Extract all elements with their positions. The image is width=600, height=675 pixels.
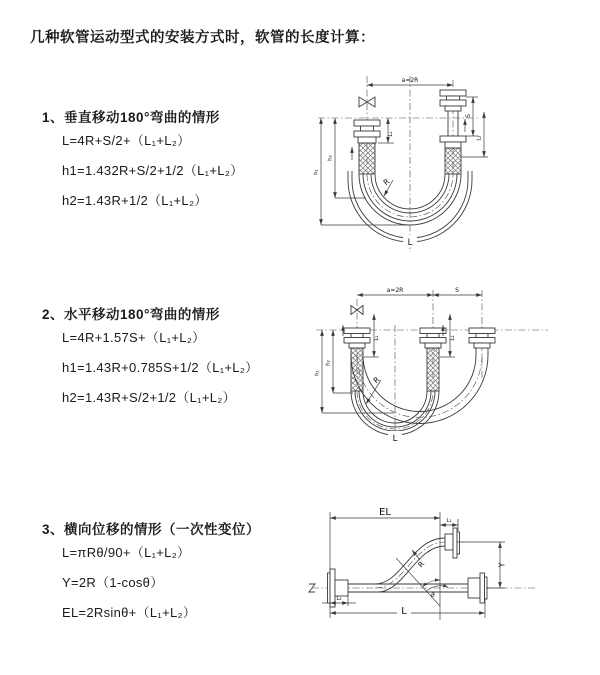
dim-theta-label: θ bbox=[431, 592, 435, 599]
formula-3-y: Y=2R（1-cosθ） bbox=[62, 575, 164, 590]
length-callout bbox=[388, 431, 402, 444]
lower-right-fitting bbox=[468, 573, 487, 603]
section-1-formulas bbox=[62, 126, 243, 216]
section-1-heading: 1、垂直移动180°弯曲的情形 bbox=[42, 110, 220, 125]
dim-l2 bbox=[440, 314, 456, 357]
length-callout bbox=[403, 235, 417, 248]
diagram-vertical-180-svg bbox=[308, 68, 558, 258]
middle-fitting bbox=[420, 328, 446, 391]
diagram-horizontal-180 bbox=[308, 283, 568, 458]
dim-l1 bbox=[364, 314, 380, 357]
dim-h1-label: h₁ bbox=[313, 169, 320, 175]
diagram-horizontal-180-svg bbox=[308, 283, 568, 458]
radius-label: R bbox=[381, 176, 392, 188]
dim-s-label: S bbox=[455, 287, 459, 294]
dim-l2-label: L₂ bbox=[450, 335, 456, 341]
formula-1-l: L=4R+S/2+（L₁+L₂） bbox=[62, 133, 191, 148]
length-label: L bbox=[401, 606, 407, 617]
formula-2-h1: h1=1.43R+0.785S+1/2（L₁+L₂） bbox=[62, 360, 259, 375]
formula-3-l: L=πRθ/90+（L₁+L₂） bbox=[62, 545, 191, 560]
diagram-vertical-180 bbox=[308, 68, 558, 258]
dim-l bbox=[330, 599, 485, 618]
page-title: 几种软管运动型式的安装方式时，软管的长度计算： bbox=[30, 30, 375, 46]
radius-label: R bbox=[371, 374, 382, 386]
dim-a2r-label: a=2R bbox=[386, 287, 404, 294]
length-label: L bbox=[407, 238, 413, 248]
dim-el-label: EL bbox=[379, 507, 391, 518]
radius-callout bbox=[382, 177, 393, 196]
dim-l2-label: L₂ bbox=[476, 135, 483, 141]
dim-a2r bbox=[367, 77, 453, 85]
dim-s-label: S bbox=[465, 114, 472, 118]
braided-hose-right bbox=[445, 148, 461, 174]
formula-2-l: L=4R+1.57S+（L₁+L₂） bbox=[62, 330, 206, 345]
dim-a2r bbox=[357, 287, 433, 295]
braided-hose-left bbox=[359, 143, 375, 174]
section-3-formulas bbox=[62, 538, 196, 628]
dim-s bbox=[465, 97, 478, 136]
upper-fitting bbox=[445, 528, 460, 558]
radius-callout bbox=[412, 550, 426, 569]
dim-l1-label: L₁ bbox=[388, 131, 394, 137]
dim-y-label: Y bbox=[497, 562, 507, 568]
length-label: L bbox=[392, 434, 398, 444]
dim-l1-label: L₁ bbox=[446, 518, 452, 524]
left-fitting bbox=[354, 120, 380, 174]
diagram-lateral-displacement bbox=[300, 498, 590, 653]
formula-3-el: EL=2Rsinθ+（L₁+L₂） bbox=[62, 605, 197, 620]
dim-l2-label: L₂ bbox=[336, 596, 342, 602]
hose-u-bends bbox=[351, 353, 488, 435]
formula-1-h1: h1=1.432R+S/2+1/2（L₁+L₂） bbox=[62, 163, 244, 178]
section-2-heading: 2、水平移动180°弯曲的情形 bbox=[42, 307, 220, 322]
dim-a2r-label: a=2R bbox=[401, 77, 419, 84]
section-2-formulas bbox=[62, 323, 258, 413]
diagram-lateral-displacement-svg bbox=[300, 498, 590, 653]
dim-h1-label: h₁ bbox=[314, 370, 321, 376]
section-3-heading: 3、横向位移的情形（一次性变位） bbox=[42, 522, 261, 537]
dim-h2-label: h₂ bbox=[325, 360, 332, 366]
dim-h2-label: h₂ bbox=[327, 155, 334, 161]
formula-2-h2: h2=1.43R+S/2+1/2（L₁+L₂） bbox=[62, 390, 236, 405]
dim-s bbox=[433, 287, 482, 295]
right-fitting bbox=[440, 90, 466, 174]
braided-hose-middle bbox=[427, 348, 439, 391]
formula-1-h2: h2=1.43R+1/2（L₁+L₂） bbox=[62, 193, 208, 208]
radius-label: R bbox=[415, 559, 427, 570]
dim-l1-label: L₁ bbox=[374, 335, 380, 341]
